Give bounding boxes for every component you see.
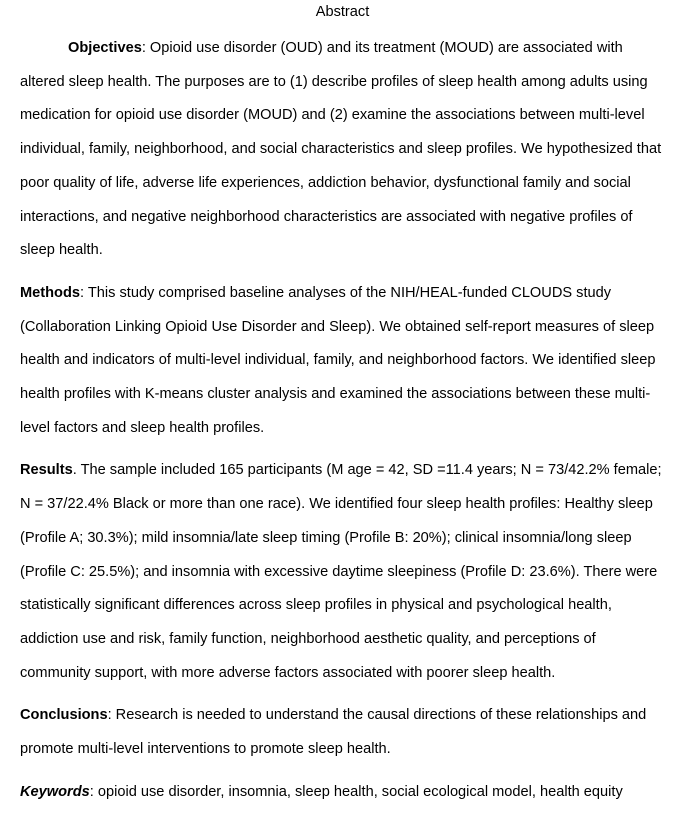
conclusions-heading: Conclusions — [20, 707, 108, 724]
objectives-text: : Opioid use disorder (OUD) and its treatment (MOUD) are associated with altered sleep health. The purposes are to (1) describe profiles of sleep health among adults using medication for opioid use disorder (MOUD) and (2) examine the associations between multi-level individual, family, neighborhood, and social characteristics and sleep profiles. We hypothesized that poor quality of life, adverse life experiences, addiction behavior, dysfunctional family and social interactions, and negative neighborhood characteristics are associated with negative profiles of sleep health. — [20, 40, 662, 259]
keywords-text: : opioid use disorder, insomnia, sleep health, social ecological model, health equity — [89, 783, 623, 800]
methods-text: : This study comprised baseline analyses of the NIH/HEAL-funded CLOUDS study (Collaboration Linking Opioid Use Disorder and Sleep). We obtained self-report measures of sleep health and indicators of multi-level individual, family, and neighborhood factors. We identified sleep health profiles with K-means cluster analysis and examined the associations between these multi-level factors and sleep health profiles. — [20, 284, 656, 436]
conclusions-paragraph — [20, 699, 665, 766]
abstract-title: Abstract — [315, 4, 370, 20]
results-text: . The sample included 165 participants (M age = 42, SD =11.4 years; N = 73/42.2% female; N = 37/22.4% Black or more than one race). We identified four sleep health profiles: Healthy sleep (Profile A; 30.3%); mild insomnia/late sleep timing (Profile B: 20%); clinical insomnia/long sleep (Profile C: 25.5%); and insomnia with excessive daytime sleepiness (Profile D: 23.6%). There were statistically significant differences across sleep profiles in physical and psychological health, addiction use and risk, family function, neighborhood aesthetic quality, and perceptions of community support, with more adverse factors associated with poorer sleep health. — [20, 462, 662, 681]
objectives-paragraph — [20, 32, 665, 268]
methods-paragraph — [20, 277, 665, 446]
methods-heading: Methods — [20, 284, 80, 301]
objectives-heading: Objectives — [68, 40, 142, 56]
results-heading: Results — [20, 462, 73, 479]
results-paragraph — [20, 454, 665, 690]
conclusions-text: : Research is needed to understand the causal directions of these relationships and promote multi-level interventions to promote sleep health. — [20, 707, 647, 758]
keywords-paragraph — [20, 776, 665, 810]
keywords-heading: Keywords — [20, 783, 90, 800]
